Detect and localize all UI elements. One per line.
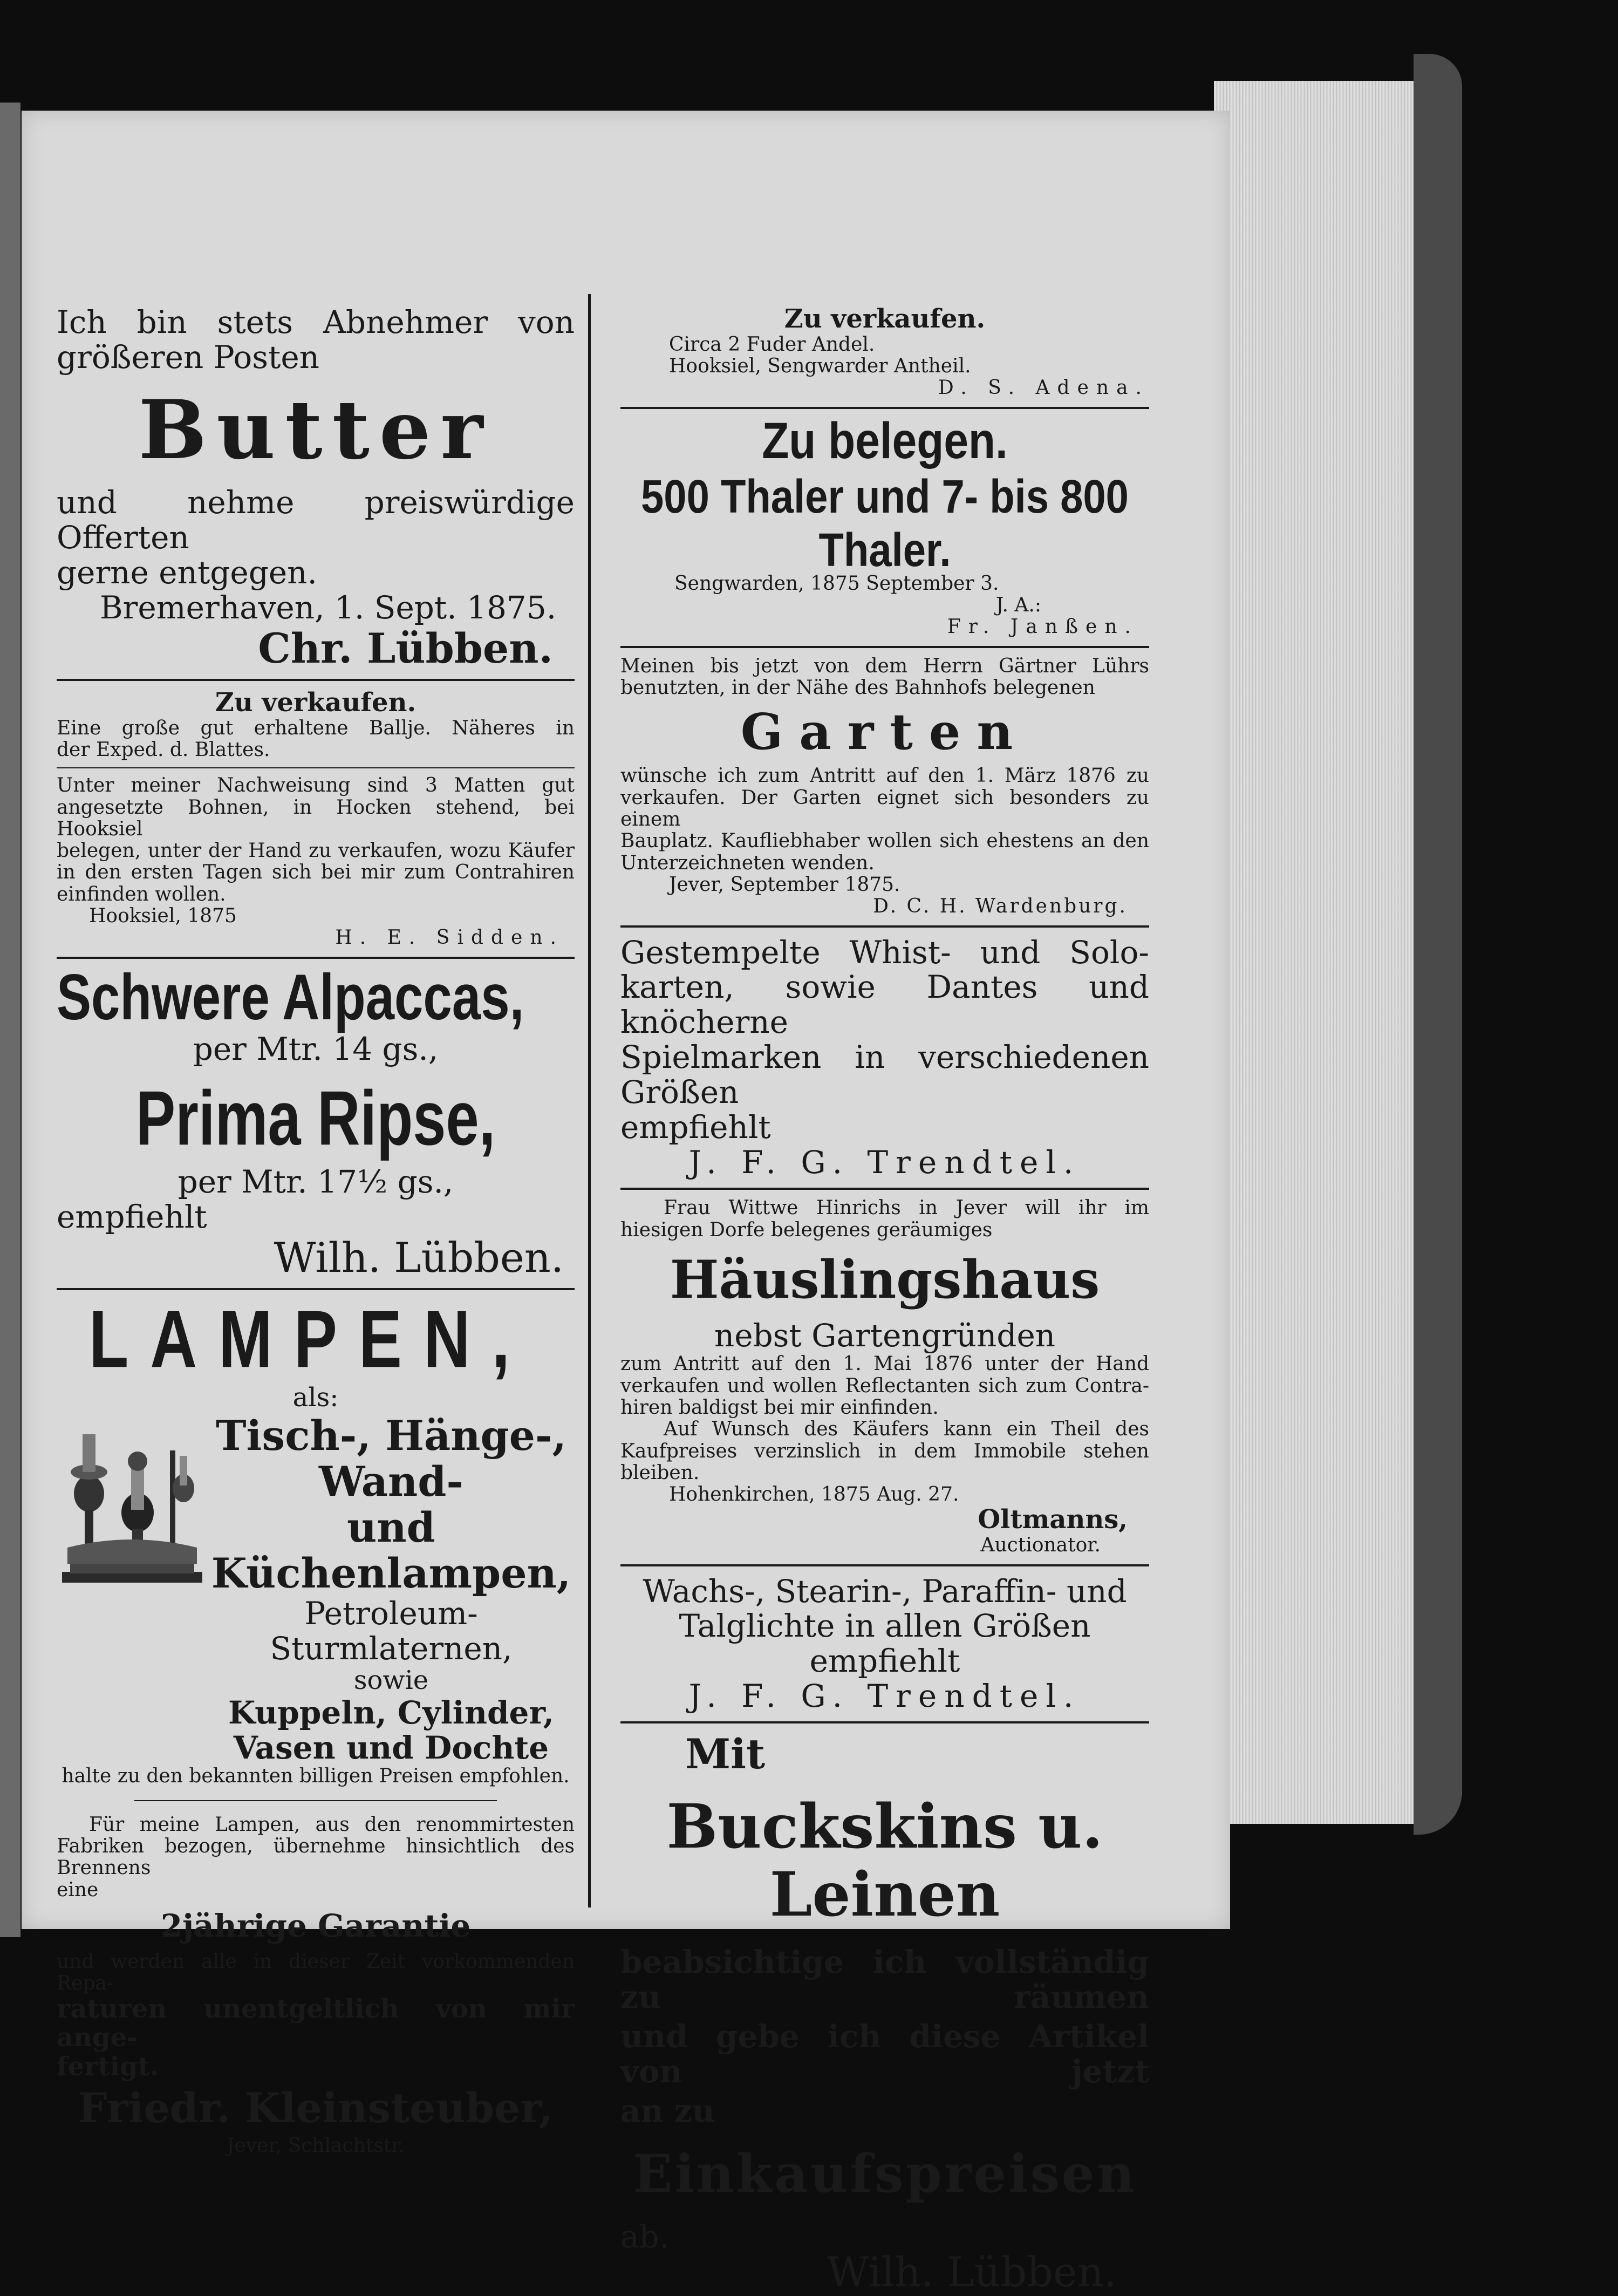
right-column (620, 305, 1149, 2295)
ad-text: empfiehlt (57, 1198, 207, 1236)
ad-text: der Exped. d. Blattes. (57, 738, 270, 761)
ad-signature: Oltmanns, (978, 1504, 1128, 1535)
ad-heading: Zu verkaufen. (215, 687, 417, 718)
ad-signature: D. C. H. Wardenburg. (873, 895, 1128, 918)
ad-text: in den ersten Tagen sich bei mir zum Contrahiren (57, 861, 575, 884)
ad-separator (620, 646, 1149, 648)
ad-place-date: Sengwarden, 1875 September 3. (674, 572, 999, 595)
ad-text: benutzten, in der Nähe des Bahnhofs belegenen (620, 676, 1095, 699)
ad-text: eine (57, 1878, 99, 1901)
ad-separator (620, 1188, 1149, 1190)
ad-text: J. A.: (995, 594, 1041, 617)
ad-text: Kaufpreises verzinslich in dem Immobile stehen bleiben. (620, 1440, 1149, 1484)
ad-text: gerne entgegen. (57, 554, 317, 591)
ad-text: Ich bin stets Abnehmer von (57, 304, 575, 340)
ad-headline: LAMPEN, (89, 1294, 531, 1385)
ad-text: Mit (685, 1730, 766, 1779)
ad-text: fertigt. (57, 2052, 159, 2082)
ad-buckskins (620, 1731, 1149, 2294)
ad-text: karten, sowie Dantes und knöcherne (620, 969, 1149, 1041)
ad-signature: D. S. Adena. (938, 377, 1149, 399)
ad-heading: 2jährige Garantie (160, 1907, 471, 1945)
ad-headline: Häuslingshaus (670, 1249, 1100, 1310)
lamp-list (208, 1413, 575, 1766)
ad-butter (57, 305, 575, 671)
lamp-illustration (57, 1413, 208, 1591)
ad-text: Vasen und Dochte (233, 1729, 549, 1766)
ad-signature: Fr. Janßen. (947, 616, 1138, 638)
newspaper-page (22, 111, 1230, 2296)
ad-text: einfinden wollen. (57, 883, 226, 905)
ad-lampen (57, 1294, 575, 2157)
ad-text: an zu (620, 2093, 715, 2130)
ad-headline: Zu belegen. (762, 412, 1008, 469)
ad-haeuslingshaus (620, 1197, 1149, 1556)
ad-separator (620, 925, 1149, 928)
ad-text: halte zu den bekannten billigen Preisen empfohlen. (62, 1764, 570, 1787)
ad-text: Thaler. (818, 523, 951, 576)
ad-text: Bauplatz. Kaufliebhaber wollen sich ehestens an den (620, 830, 1149, 853)
ad-text: Gestempelte Whist- und Solo- (620, 934, 1149, 971)
ad-separator (620, 1564, 1149, 1566)
book-left-edge (0, 103, 21, 1937)
ad-text: sowie (353, 1665, 429, 1695)
ad-text: Hooksiel, Sengwarder Antheil. (669, 355, 971, 378)
ad-text: beabsichtige ich vollständig zu räumen (620, 1944, 1149, 2016)
ad-text: und werden alle in dieser Zeit vorkommenden Repa- (57, 1951, 575, 1995)
ad-text: und gebe ich diese Artikel von jetzt (620, 2018, 1149, 2090)
ad-text: Auf Wunsch des Käufers kann ein Theil des (664, 1418, 1149, 1441)
ad-text: Meinen bis jetzt von dem Herrn Gärtner Lührs (620, 655, 1149, 677)
ad-headline: Prima Ripse, (135, 1075, 496, 1162)
ad-text: hiren baldigst bei mir einfinden. (620, 1396, 939, 1419)
ad-text: zum Antritt auf den 1. Mai 1876 unter der Hand (620, 1353, 1149, 1375)
ad-signature: J. F. G. Trendtel. (688, 1144, 1081, 1181)
short-rule (134, 1800, 497, 1801)
ad-text: raturen unentgeltlich von mir ange- (57, 1993, 575, 2053)
ad-text: Eine große gut erhaltene Ballje. Näheres in (57, 717, 575, 739)
ad-place-date: Hohenkirchen, 1875 Aug. 27. (669, 1483, 959, 1506)
left-column (57, 305, 575, 2157)
ad-text: Unterzeichneten wenden. (620, 851, 875, 874)
ad-place-date: Hooksiel, 1875 (89, 905, 237, 928)
ad-text: belegen, unter der Hand zu verkaufen, wozu Käufer (57, 840, 575, 862)
ad-text: Petroleum-Sturmlaternen, (270, 1595, 513, 1667)
ad-signature: H. E. Sidden. (335, 926, 564, 949)
ad-separator (57, 679, 575, 681)
ad-bohnen (57, 775, 575, 949)
ad-andel (620, 305, 1149, 399)
ad-text: Wachs-, Stearin-, Paraffin- und (643, 1572, 1127, 1610)
ad-text: und nehme preiswürdige Offerten (57, 483, 575, 556)
ad-text: größeren Posten (57, 338, 320, 376)
ad-text: Kuppeln, Cylinder, (228, 1694, 554, 1731)
ad-address: Jever, Schlachtstr. (227, 2135, 405, 2157)
ad-text: Talglichte in allen Größen empfiehlt (679, 1607, 1091, 1680)
ad-separator (620, 1721, 1149, 1723)
book-cover (1414, 54, 1462, 1835)
ad-separator (620, 407, 1149, 409)
ad-signature: Chr. Lübben. (258, 624, 553, 672)
ad-text: Frau Wittwe Hinrichs in Jever will ihr im (664, 1197, 1149, 1219)
ad-text: 500 Thaler und 7- bis 800 (641, 470, 1129, 523)
ad-text: ab. (620, 2218, 670, 2255)
ad-text: hiesigen Dorfe belegenes geräumiges (620, 1218, 993, 1241)
ad-ballje (57, 689, 575, 761)
ad-headline: Garten (740, 703, 1029, 761)
ad-signature: J. F. G. Trendtel. (688, 1678, 1081, 1715)
ad-signature: Friedr. Kleinsteuber, (78, 2083, 554, 2132)
ad-text: angesetzte Bohnen, in Hocken stehend, bei Hooksiel (57, 796, 575, 840)
ad-signature: Wilh. Lübben. (274, 1234, 564, 1282)
ad-thaler (620, 412, 1149, 638)
ad-text: Für meine Lampen, aus den renommirtesten (89, 1813, 575, 1836)
ad-text: Fabriken bezogen, übernehme hinsichtlich des Brennens (57, 1835, 575, 1879)
ad-text: wünsche ich zum Antritt auf den 1. März 1876 zu (620, 765, 1149, 787)
ad-lichte (620, 1574, 1149, 1714)
ad-subheadline: nebst Gartengründen (714, 1317, 1056, 1354)
ad-karten (620, 935, 1149, 1181)
ad-text: und Küchenlampen, (211, 1503, 571, 1597)
ad-text: empfiehlt (620, 1109, 771, 1146)
ad-separator (57, 957, 575, 959)
ad-price: per Mtr. 14 gs., (193, 1031, 439, 1068)
ad-text: Tisch-, Hänge-, Wand- (215, 1411, 566, 1505)
ad-headline: Einkaufspreisen (633, 2143, 1137, 2205)
ad-text: verkaufen. Der Garten eignet sich besonders zu einem (620, 786, 1149, 830)
ad-heading: Zu verkaufen. (784, 304, 986, 334)
ad-text: als: (292, 1382, 339, 1413)
ad-alpaccas (57, 961, 575, 1282)
ad-place-date: Bremerhaven, 1. Sept. 1875. (100, 589, 557, 626)
ad-text: Spielmarken in verschiedenen Größen (620, 1039, 1149, 1111)
ad-text: Circa 2 Fuder Andel. (669, 333, 875, 356)
ad-headline: Buckskins u. Leinen (666, 1791, 1103, 1930)
ad-separator (57, 767, 575, 768)
ad-text: verkaufen und wollen Reflectanten sich zum Contra- (620, 1374, 1149, 1397)
column-divider (588, 294, 591, 1907)
lamp-block (57, 1413, 575, 1766)
ad-headline: Butter (138, 382, 493, 478)
ad-signature-title: Auctionator. (980, 1534, 1101, 1557)
ad-price: per Mtr. 17½ gs., (177, 1163, 454, 1201)
ad-separator (57, 1288, 575, 1290)
ad-place-date: Jever, September 1875. (669, 873, 900, 896)
ad-headline: Schwere Alpaccas, (57, 961, 524, 1034)
ad-text: Unter meiner Nachweisung sind 3 Matten gut (57, 774, 575, 797)
ad-signature: Wilh. Lübben. (827, 2247, 1117, 2296)
ad-garten (620, 656, 1149, 918)
